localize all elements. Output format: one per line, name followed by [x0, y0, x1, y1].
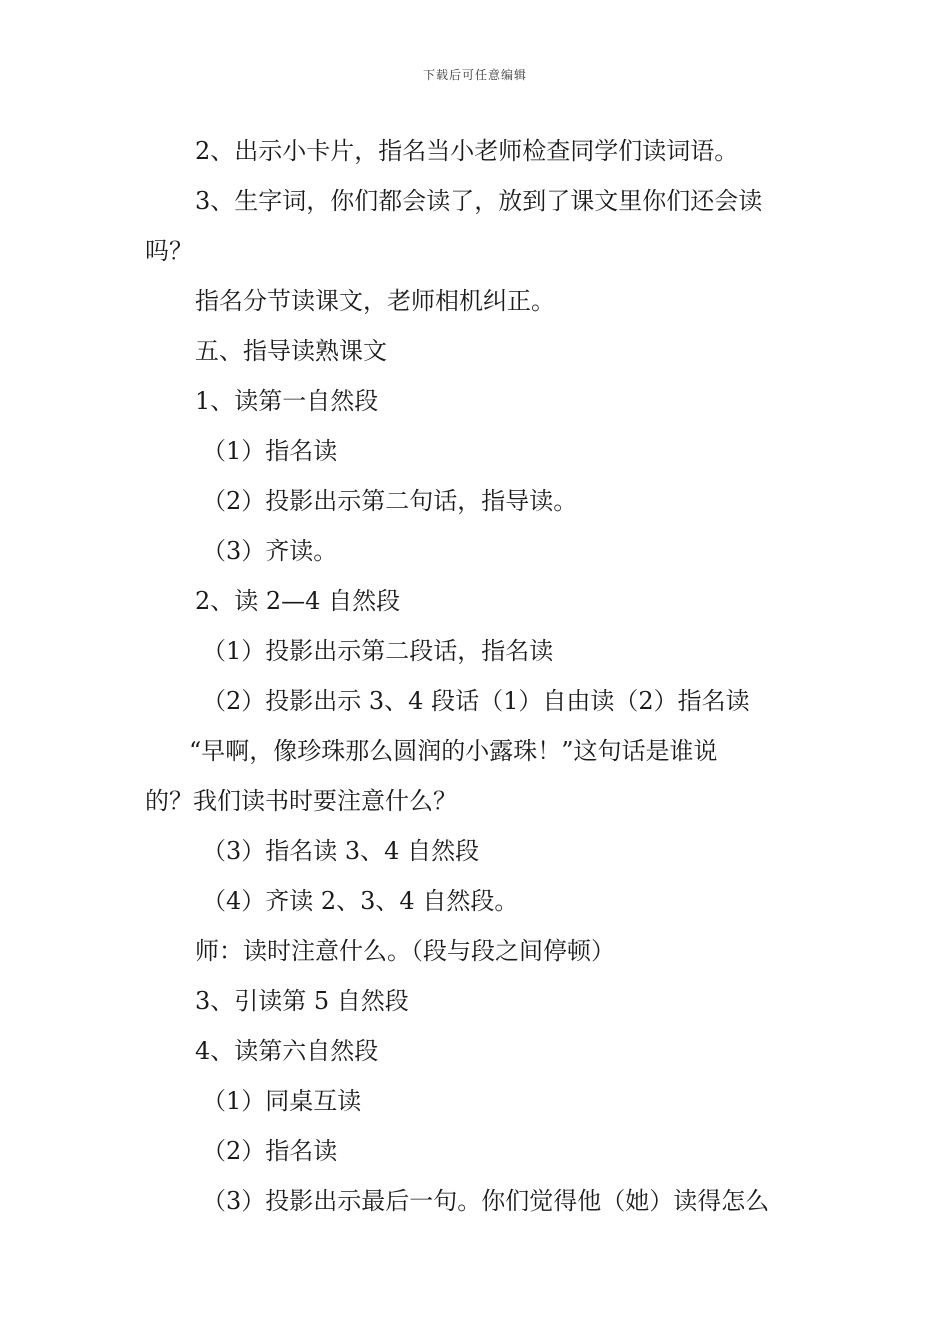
document-body: [145, 126, 810, 1226]
list-item: （3）指名读 3、4 自然段: [202, 837, 480, 865]
subsection-heading: 1、读第一自然段: [195, 387, 379, 415]
page-header: 下载后可任意编辑: [422, 68, 527, 82]
list-item: （1）同桌互读: [202, 1087, 362, 1115]
subsection-heading: 4、读第六自然段: [195, 1037, 379, 1065]
list-item: （2）投影出示 3、4 段话（1）自由读（2）指名读: [202, 687, 750, 715]
list-item: （3）齐读。: [202, 537, 338, 565]
subsection-heading: 2、读 2—4 自然段: [195, 587, 401, 615]
paragraph: 2、出示小卡片，指名当小老师检查同学们读词语。: [195, 137, 739, 165]
paragraph-continuation: 的？我们读书时要注意什么？: [145, 787, 457, 815]
subsection-heading: 3、引读第 5 自然段: [195, 987, 409, 1015]
list-item: （4）齐读 2、3、4 自然段。: [202, 887, 519, 915]
paragraph: 3、生字词，你们都会读了，放到了课文里你们还会读: [195, 187, 763, 215]
list-item: （2）指名读: [202, 1137, 338, 1165]
list-item: （1）指名读: [202, 437, 338, 465]
list-item: （3）投影出示最后一句。你们觉得他（她）读得怎么: [202, 1187, 770, 1215]
list-item: （1）投影出示第二段话，指名读: [202, 637, 554, 665]
section-heading: 五、指导读熟课文: [195, 337, 387, 365]
paragraph: 指名分节读课文，老师相机纠正。: [195, 287, 555, 315]
paragraph: 师：读时注意什么。（段与段之间停顿）: [195, 937, 615, 965]
paragraph-continuation: 吗？: [145, 237, 193, 265]
list-item: （2）投影出示第二句话，指导读。: [202, 487, 578, 515]
quote-paragraph: “早啊，像珍珠那么圆润的小露珠！”这句话是谁说: [189, 737, 718, 765]
